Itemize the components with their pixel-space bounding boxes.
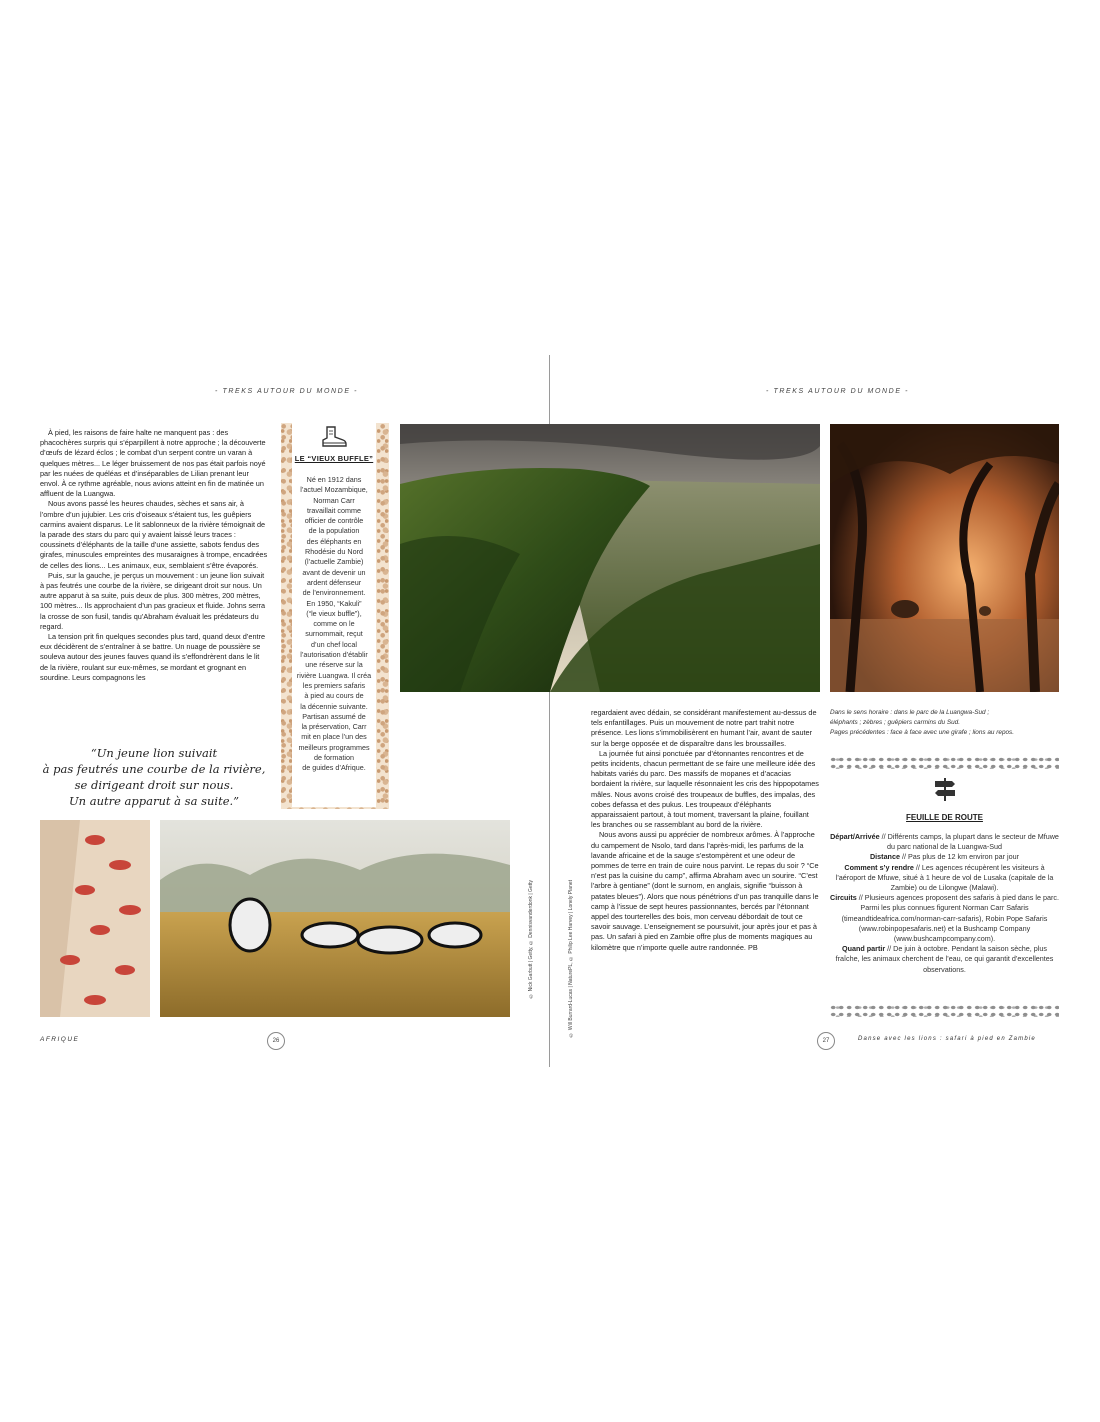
feuille-item-text: // Plusieurs agences proposent des safaris à pied dans le parc. Parmi les plus connues figurent Norman Carr Safaris (timeandtideafrica.com/norman-carr-safaris), Robin Pope Safaris (www.robinpopesafaris.net) et la Bushcamp Company (www.bushcampcompany.com). (841, 893, 1059, 944)
quote-line: “Un jeune lion suivait (90, 746, 218, 760)
feuille-item-label: Comment s’y rendre (844, 862, 914, 872)
leopard-band-top (830, 756, 1059, 769)
sidebar-line: comme on le (313, 619, 355, 629)
sidebar-vieux-buffle (292, 423, 376, 807)
sidebar-line: Partisan assumé de (302, 711, 366, 721)
sidebar-line: de la population (308, 526, 360, 536)
feuille-item (830, 852, 1059, 862)
sidebar-line: la décennie suivante. (300, 701, 368, 711)
feuille-item-label: Quand partir (842, 944, 886, 954)
feuille-item-text: // Les agences récupèrent les visiteurs à l’aéroport de Mfuwe, situé à 1 heure de vol de Lusaka (capitale de la Zambie) ou de Lilongwe (Malawi). (835, 862, 1054, 893)
quote-line: se dirigeant droit sur nous. (74, 778, 234, 792)
caption-line: Dans le sens horaire : dans le parc de la Luangwa-Sud ; (830, 709, 990, 716)
signpost-icon (830, 776, 1059, 807)
sidebar-line: Né en 1912 dans (306, 475, 362, 484)
feuille-title: FEUILLE DE ROUTE (906, 813, 983, 822)
sidebar-line: En 1950, “Kakuli” (306, 598, 362, 608)
leopard-band-bottom (830, 1004, 1059, 1017)
sidebar-line: Rhodésie du Nord (305, 547, 363, 557)
boot-icon (292, 425, 376, 454)
feuille-item-text: // Différents camps, la plupart dans le secteur de Mfuwe du parc national de la Luangwa-Sud (879, 832, 1059, 852)
feuille-item-text: // Pas plus de 12 km environ par jour (899, 852, 1020, 862)
sidebar-title: LE “VIEUX BUFFLE” (294, 454, 374, 463)
sidebar-line: (“le vieux buffle”), (306, 608, 362, 618)
feuille-item (830, 944, 1059, 975)
sidebar-line: ardent défenseur (306, 577, 362, 587)
pull-quote (40, 745, 268, 809)
sidebar-line: avant de devenir un (302, 567, 366, 577)
running-head-right: - TREKS AUTOUR DU MONDE - (766, 388, 910, 395)
paragraph: La journée fut ainsi ponctuée par d’étonnantes rencontres et de petits incidents, chacun permettant de se faire une meilleure idée des habitats variés du parc. Des massifs de mopanes et d’acacias bordaient la rivière, sur laquelle résonnaient les cris des hippopotames mâles. Nous avons croisé des troupeaux de buffles, des impalas, des cobes defassa et des pukus. Les troupeaux d’éléphants apparaissaient partout, à tout moment, traversant la plaine, fouillant les branches ou se rassemblant au bord de la rivière. (591, 748, 819, 830)
sidebar-line: rivière Luangwa. Il créa (296, 670, 372, 680)
feuille-item (830, 832, 1059, 852)
caption-line: éléphants ; zèbres ; guêpiers carmins du Sud. (830, 719, 961, 726)
sidebar-line: surnommait, reçut (305, 629, 363, 639)
feuille-item (830, 893, 1059, 944)
sidebar-line: de l’environnement. (302, 588, 366, 598)
sidebar-line: de formation (314, 753, 354, 763)
valley-photo (400, 424, 820, 692)
sidebar-line: de guides d’Afrique. (302, 763, 366, 773)
feuille-item-label: Distance (869, 852, 900, 862)
photo-caption (830, 708, 1059, 738)
photo-credit-left: © Nick Garbutt | Getty, © Dennisvanderdonk | Getty (528, 880, 534, 999)
left-body-column (40, 428, 268, 683)
sidebar-line: Norman Carr (313, 495, 355, 505)
sidebar-line: à pied au cours de (304, 691, 364, 701)
paragraph: Nous avons passé les heures chaudes, sèches et sans air, à l’ombre d’un jujubier. Les cris d’oiseaux s’étaient tus, les guêpiers carmins avaient disparus. Le lit sablonneux de la rivière témoignait de la parade des stars du parc qui y avaient laissé leurs traces : coussinets d’éléphants de la taille d’une assiette, sabots fendus des girafes, minuscules empreintes des musaraignes à trompe, encadrées de celles des lions... Les animaux, eux, semblaient s’être évaporés. (40, 499, 268, 570)
zebras-photo (160, 820, 510, 1017)
quote-line: Un autre apparut à sa suite.” (68, 794, 240, 808)
sidebar-line: officier de contrôle (304, 516, 364, 526)
sidebar-line: (l’actuelle Zambie) (304, 557, 364, 567)
paragraph: Puis, sur la gauche, je perçus un mouvement : un jeune lion suivait à pas feutrés une courbe de la rivière, se dirigeant droit sur nous. Un autre apparut à sa suite, puis deux de plus. 300 mètres, 200 mètres, 100 mètres... Ils approchaient d’un pas gracieux et fluide. Johns serra la crosse de son fusil, tandis qu’Abraham évaluait les prédateurs du regard. (40, 570, 266, 631)
feuille-items (830, 832, 1059, 975)
page-number-left: 26 (267, 1032, 285, 1050)
footer-article-title: Danse avec les lions : safari à pied en Zambie (858, 1036, 1036, 1042)
sidebar-text (292, 475, 376, 774)
right-body-column (591, 708, 820, 953)
paragraph: regardaient avec dédain, se considérant manifestement au-dessus de tels enfantillages. Puis un mouvement de notre part trahit notre présence. Les lions s’immobilisèrent en humant l’air, avant de sauter sur la berge opposée et de disparaître dans les broussailles. (591, 708, 817, 748)
sidebar-line: les premiers safaris (302, 680, 366, 690)
feuille-item-label: Circuits (830, 893, 857, 903)
paragraph: Nous avons aussi pu apprécier de nombreux arômes. À l’approche du campement de Nsolo, tard dans l’après-midi, les parfums de la lavande africaine et de la sauge s’estompèrent et une odeur de pommes de terre en train de cuire nous parvint. Le repas du soir ? “Ce n’est pas la cuisine du camp”, affirma Abraham avec un sourire. “C’est l’arbre à gentiane” (dont le surnom, en anglais, signifie “buisson à patates bleues”). Alors que nous pénétrions d’un pas tranquille dans le camp à l’issue de sept heures passionnantes, bercés par l’étonnant appel des tourterelles des bois, mon cerveau débordait de tout ce savoir sauvage. L’enseignement se poursuivit, jour après jour et pas à pas. Un safari à pied en Zambie offre plus de moments magiques au kilomètre que n’importe quelle autre randonnée. PB (591, 830, 819, 952)
sidebar-line: la préservation, Carr (301, 722, 367, 732)
feuille-item-label: Départ/Arrivée (830, 832, 880, 841)
feuille-item (830, 863, 1059, 894)
sidebar-line: des éléphants en (306, 536, 362, 546)
running-head-left: - TREKS AUTOUR DU MONDE - (215, 388, 359, 395)
sidebar-line: l’autorisation d’établir (300, 650, 368, 660)
photo-credit-right: © Will Burrard-Lucas | NaturePL, © Philip Lee Harvey | Lonely Planet (568, 880, 574, 1038)
paragraph: La tension prit fin quelques secondes plus tard, quand deux d’entre eux décidèrent de s’entraîner à se battre. Un nuage de poussière se souleva autour des jeunes fauves quand ils s’effondrèrent dans le lit de la rivière, roulant sur eux-mêmes, se mordant et grognant en sourdine. Leurs compagnons les (40, 632, 266, 682)
sidebar-line: une réserve sur la (305, 660, 363, 670)
sunset-elephants-photo (830, 424, 1059, 692)
sidebar-line: d’un chef local (311, 639, 357, 649)
sidebar-line: travaillait comme (307, 505, 361, 515)
paragraph: À pied, les raisons de faire halte ne manquent pas : des phacochères surpris qui s’éparpillent à notre approche ; la découverte d’œufs de lézard éclos ; le combat d’un serpent contre un varan à quelques mètres... Le léger bruissement de nos pas était parfois noyé par les nuées de quéléas et d’inséparables de Lilian prenant leur envol. À ce rythme agréable, nous avions atteint en fin de matinée un affluent de la Luangwa. (40, 428, 266, 499)
quote-line: à pas feutrés une courbe de la rivière, (42, 762, 266, 776)
caption-line: Pages précédentes : face à face avec une girafe ; lions au repos. (830, 729, 1015, 736)
sidebar-line: mit en place l’un des (301, 732, 367, 742)
footer-section: AFRIQUE (40, 1036, 80, 1043)
sidebar-line: meilleurs programmes (298, 742, 370, 752)
page-number-right: 27 (817, 1032, 835, 1050)
carmine-bee-eaters-photo (40, 820, 150, 1017)
sidebar-line: l’actuel Mozambique, (300, 485, 368, 495)
feuille-de-route (830, 776, 1059, 975)
feuille-item-text: // De juin à octobre. Pendant la saison sèche, plus fraîche, les animaux cherchent de l’eau, ce qui garantit d’excellentes observations. (835, 944, 1054, 974)
